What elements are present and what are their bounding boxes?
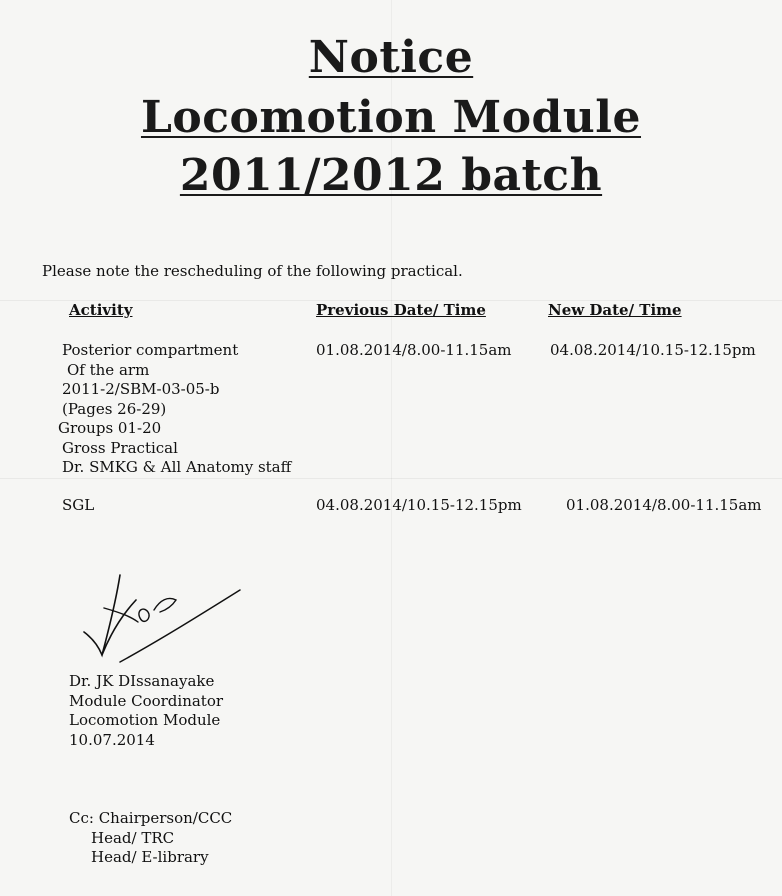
signatory-role: Module Coordinator [69,691,224,710]
activity-line: Dr. SMKG & All Anatomy staff [62,458,292,476]
module-title: Locomotion Module [140,92,642,143]
signatory-date: 10.07.2014 [69,730,155,749]
activity-line: Posterior compartment [62,341,239,359]
table-row-activity: SGL [62,496,95,514]
intro-text: Please note the rescheduling of the following practical. [42,262,463,280]
table-row-new-date: 04.08.2014/10.15-12.15pm [550,341,756,359]
table-row-previous-date: 04.08.2014/10.15-12.15pm [316,496,522,514]
cc-line: Cc: Chairperson/CCC [69,809,233,827]
activity-line: Groups 01-20 [58,419,162,437]
cc-line: Head/ TRC [91,828,175,847]
signatory-module: Locomotion Module [69,711,221,729]
table-row-activity [58,341,292,478]
handwritten-signature [80,570,250,680]
cc-block [69,809,232,868]
cc-line: Head/ E-library [91,848,209,866]
table-row-previous-date: 01.08.2014/8.00-11.15am [316,341,512,359]
activity-line: (Pages 26-29) [62,399,167,418]
notice-title: Notice [308,32,474,83]
header-new-date: New Date/ Time [548,301,682,319]
batch-title: 2011/2012 batch [179,150,603,201]
header-previous-date: Previous Date/ Time [316,301,486,319]
activity-line: Of the arm [67,360,150,379]
signatory-block [69,672,223,750]
signatory-name: Dr. JK DIssanayake [69,672,215,690]
header-activity: Activity [69,301,133,319]
table-row-new-date: 01.08.2014/8.00-11.15am [566,496,762,514]
activity-line: 2011-2/SBM-03-05-b [62,380,220,398]
activity-line: Gross Practical [62,438,178,457]
